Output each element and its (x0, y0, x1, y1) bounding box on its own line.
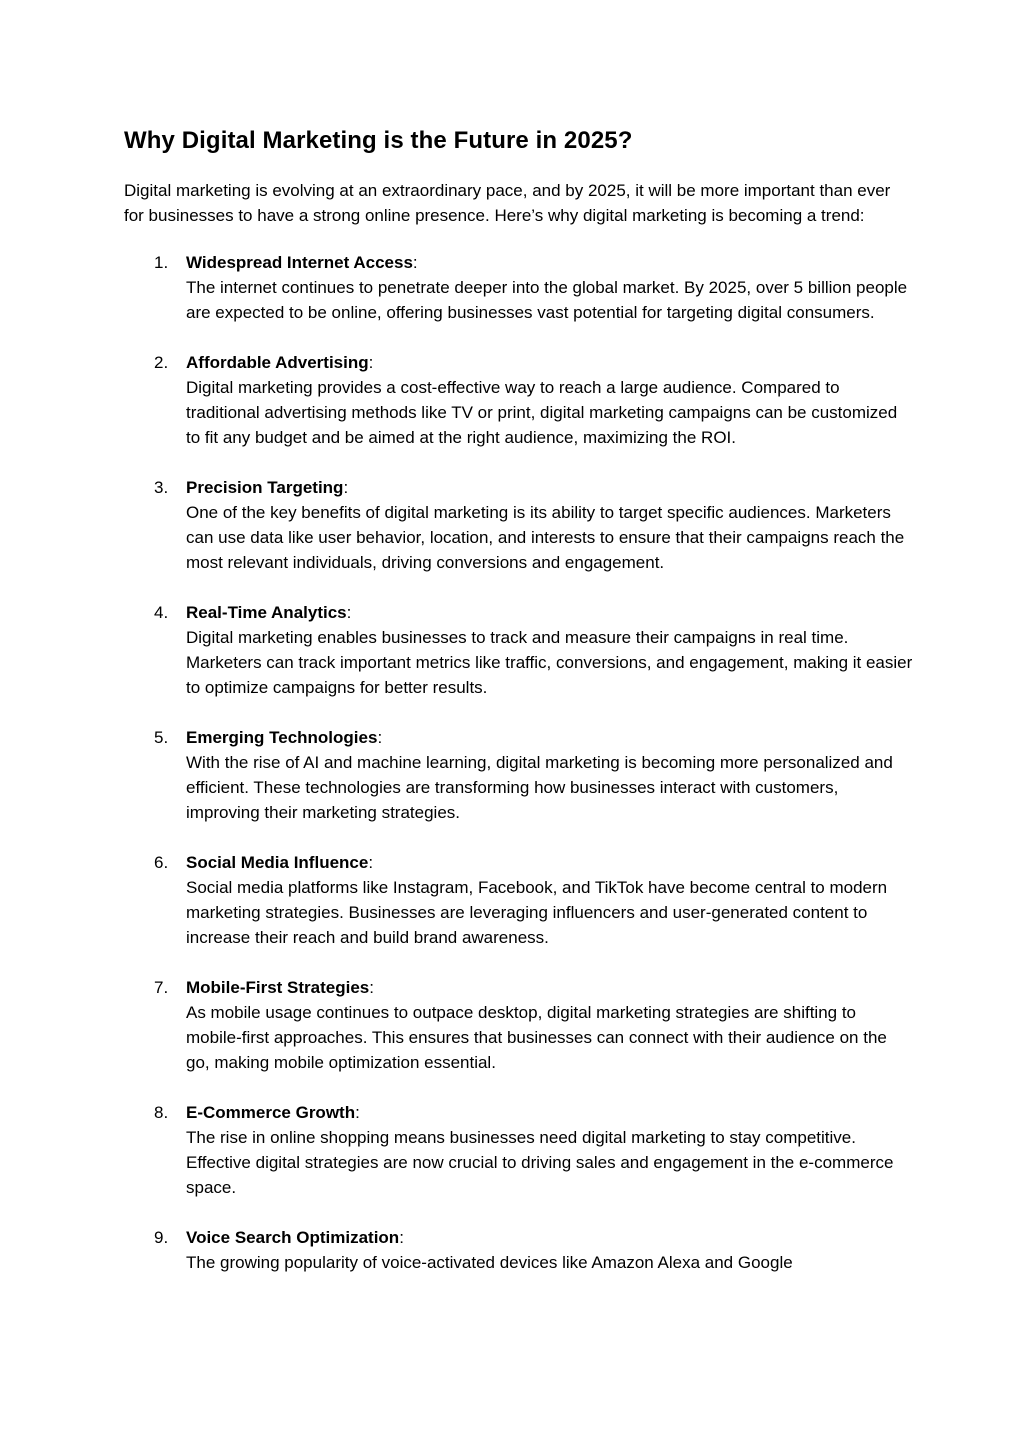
list-item (124, 600, 914, 700)
list-item-title: Voice Search Optimization (186, 1228, 400, 1247)
list-item-heading (186, 1100, 914, 1125)
list-item (124, 350, 914, 450)
list-item-description: As mobile usage continues to outpace desktop, digital marketing strategies are shifting to mobile-first approaches. This ensures that businesses can connect with their audience on the go, making mobile optimization essential. (186, 1003, 887, 1072)
list-item-colon: : (399, 1228, 404, 1247)
list-item-number: 1. (154, 253, 169, 272)
list-item-colon: : (343, 478, 349, 497)
list-item-heading (186, 600, 914, 625)
list-item-description: With the rise of AI and machine learning, digital marketing is becoming more personalized and efficient. These technologies are transforming how businesses interact with customers, improving their marketing strategies. (186, 753, 893, 822)
list-item-heading (186, 1225, 914, 1250)
list-item (124, 475, 914, 575)
list-item-heading (186, 250, 914, 275)
list-item-description: Social media platforms like Instagram, Facebook, and TikTok have become central to modern marketing strategies. Businesses are leveraging influencers and user-generated content to increase their reach and build brand awareness. (186, 878, 888, 947)
list-item-colon: : (368, 853, 374, 872)
list-item-colon: : (369, 978, 374, 997)
list-item-title: Mobile-First Strategies (186, 978, 370, 997)
list-item-colon: : (346, 603, 352, 622)
list-item-title: Affordable Advertising (186, 353, 369, 372)
list-item-colon: : (377, 728, 383, 747)
list-item-title: Precision Targeting (186, 478, 344, 497)
list-item-heading (186, 475, 914, 500)
list-item-description: One of the key benefits of digital marketing is its ability to target specific audiences. Marketers can use data like user behavior, location, and interests to ensure that their campaigns reach the most relevant individuals, driving conversions and engagement. (186, 503, 905, 572)
list-item-number: 7. (154, 978, 169, 997)
list-item-number: 6. (154, 853, 169, 872)
list-item-description: The rise in online shopping means businesses need digital marketing to stay competitive. Effective digital strategies are now crucial to driving sales and engagement in the e-commerce space. (186, 1128, 894, 1197)
list-item-description: The internet continues to penetrate deeper into the global market. By 2025, over 5 billion people are expected to be online, offering businesses vast potential for targeting digital consumers. (186, 278, 908, 322)
list-item (124, 850, 914, 950)
list-item (124, 975, 914, 1075)
document-page (124, 124, 914, 1300)
list-item (124, 250, 914, 325)
list-item-number: 3. (154, 478, 169, 497)
list-item (124, 725, 914, 825)
list-item-title: Emerging Technologies (186, 728, 378, 747)
list-item-number: 8. (154, 1103, 169, 1122)
document-title: Why Digital Marketing is the Future in 2025? (124, 127, 633, 154)
intro-paragraph: Digital marketing is evolving at an extraordinary pace, and by 2025, it will be more important than ever for businesses to have a strong online presence. Here’s why digital marketing is becoming a trend: (124, 181, 891, 225)
list-item-title: Social Media Influence (186, 853, 369, 872)
list-item-colon: : (412, 253, 418, 272)
list-item-description: Digital marketing enables businesses to track and measure their campaigns in real time. Marketers can track important metrics like traffic, conversions, and engagement, making it easier to optimize campaigns for better results. (186, 628, 913, 697)
list-item-title: E-Commerce Growth (186, 1103, 356, 1122)
list-item-number: 9. (154, 1228, 169, 1247)
list-item-colon: : (368, 353, 374, 372)
list-item (124, 1100, 914, 1200)
list-item-title: Real-Time Analytics (186, 603, 347, 622)
list-item-heading (186, 975, 914, 1000)
list-item-heading (186, 350, 914, 375)
list-item-number: 4. (154, 603, 169, 622)
list-item-heading (186, 725, 914, 750)
list-item-colon: : (355, 1103, 360, 1122)
list-item-description: The growing popularity of voice-activated devices like Amazon Alexa and Google (186, 1253, 793, 1272)
list-item-heading (186, 850, 914, 875)
list-item-number: 5. (154, 728, 169, 747)
list-item-number: 2. (154, 353, 169, 372)
list-item (124, 1225, 914, 1275)
list-item-title: Widespread Internet Access (186, 253, 413, 272)
list-item-description: Digital marketing provides a cost-effective way to reach a large audience. Compared to traditional advertising methods like TV or print, digital marketing campaigns can be customized to fit any budget and be aimed at the right audience, maximizing the ROI. (186, 378, 898, 447)
reasons-list (124, 250, 914, 1275)
